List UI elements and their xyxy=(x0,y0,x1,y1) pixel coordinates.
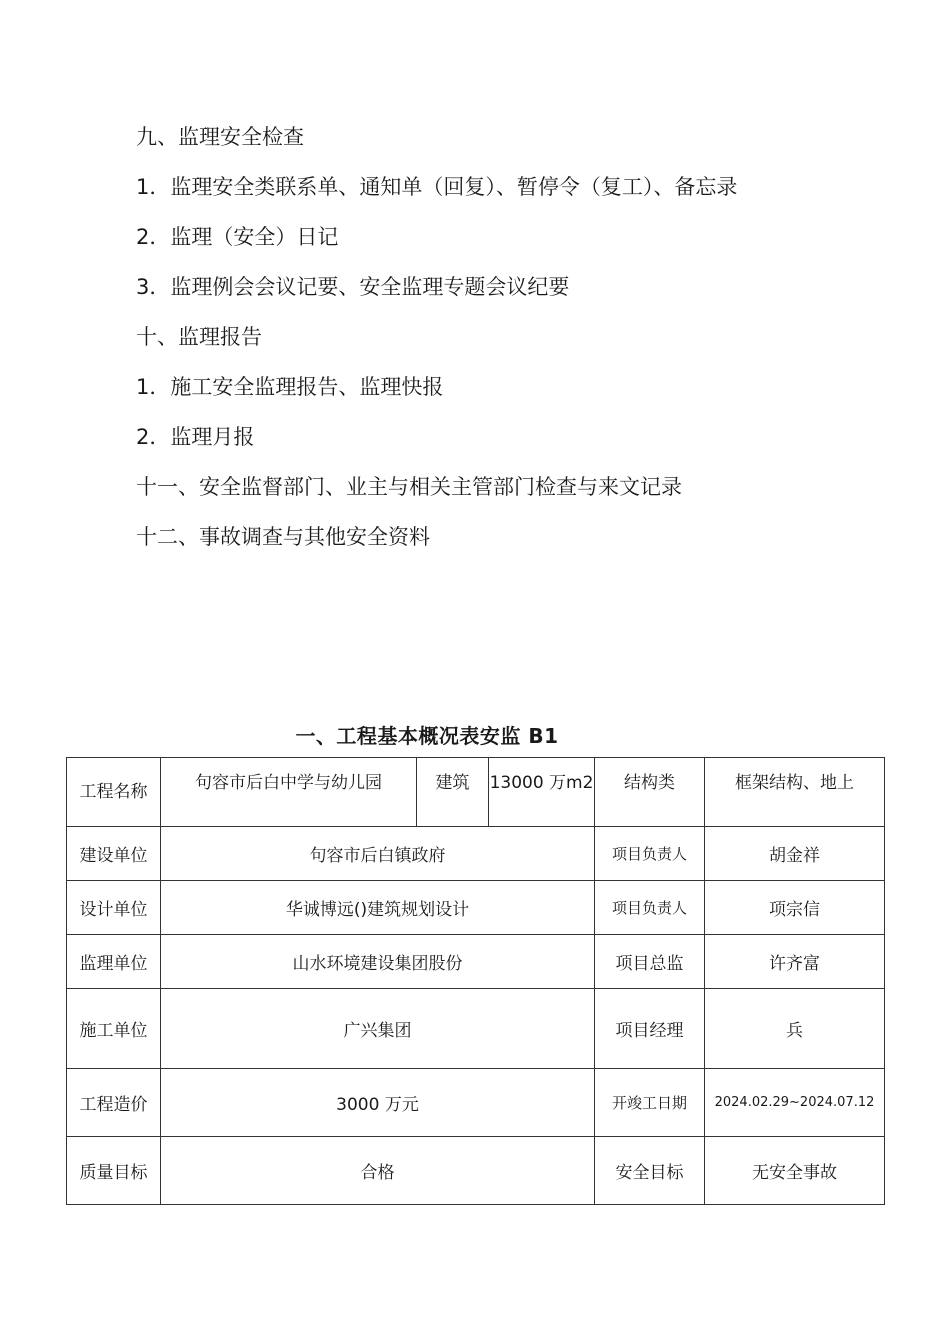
table-row xyxy=(67,1137,885,1205)
table-row xyxy=(67,1069,885,1137)
supervisor-role: 项目总监 xyxy=(595,935,705,989)
area-label-text: 建筑 xyxy=(435,773,470,793)
table-row xyxy=(67,881,885,935)
project-name-label: 工程名称 xyxy=(67,758,161,827)
owner-value: 句容市后白镇政府 xyxy=(161,827,595,881)
area-value-text: 13000 万m2 xyxy=(489,773,594,793)
safety-value: 无安全事故 xyxy=(705,1137,885,1205)
outline-item: 1．监理安全类联系单、通知单（回复）、暂停令（复工）、备忘录 xyxy=(136,175,738,199)
area-label xyxy=(417,758,489,827)
cost-label: 工程造价 xyxy=(67,1069,161,1137)
contractor-person: 兵 xyxy=(705,989,885,1069)
contractor-role: 项目经理 xyxy=(595,989,705,1069)
structure-value-text: 框架结构、地上 xyxy=(735,773,854,793)
table-row xyxy=(67,989,885,1069)
contractor-label: 施工单位 xyxy=(67,989,161,1069)
outline-item: 九、监理安全检查 xyxy=(136,125,304,149)
outline-item: 1．施工安全监理报告、监理快报 xyxy=(136,375,444,399)
table-title xyxy=(0,720,950,749)
designer-person: 项宗信 xyxy=(705,881,885,935)
quality-label: 质量目标 xyxy=(67,1137,161,1205)
project-name-value xyxy=(161,758,417,827)
designer-role: 项目负责人 xyxy=(595,881,705,935)
structure-label-text: 结构类 xyxy=(624,773,675,793)
designer-value: 华诚博远()建筑规划设计 xyxy=(161,881,595,935)
schedule-label: 开竣工日期 xyxy=(595,1069,705,1137)
supervisor-person: 许齐富 xyxy=(705,935,885,989)
outline-item: 2．监理月报 xyxy=(136,425,255,449)
table-row xyxy=(67,935,885,989)
supervisor-label: 监理单位 xyxy=(67,935,161,989)
outline-item: 2．监理（安全）日记 xyxy=(136,225,339,249)
quality-value: 合格 xyxy=(161,1137,595,1205)
owner-person: 胡金祥 xyxy=(705,827,885,881)
outline-item: 十、监理报告 xyxy=(136,325,262,349)
outline-item: 十一、安全监督部门、业主与相关主管部门检查与来文记录 xyxy=(136,475,682,499)
cost-value: 3000 万元 xyxy=(161,1069,595,1137)
contractor-value: 广兴集团 xyxy=(161,989,595,1069)
safety-label: 安全目标 xyxy=(595,1137,705,1205)
outline-item: 十二、事故调查与其他安全资料 xyxy=(136,525,430,549)
supervisor-value: 山水环境建设集团股份 xyxy=(161,935,595,989)
project-name-text: 句容市后白中学与幼儿园 xyxy=(195,773,382,793)
document-outline-list xyxy=(136,112,737,562)
designer-label: 设计单位 xyxy=(67,881,161,935)
area-value xyxy=(489,758,595,827)
outline-item: 3．监理例会会议记要、安全监理专题会议纪要 xyxy=(136,275,570,299)
table-row xyxy=(67,758,885,827)
owner-role: 项目负责人 xyxy=(595,827,705,881)
owner-label: 建设单位 xyxy=(67,827,161,881)
schedule-dates: 2024.02.29~2024.07.12 xyxy=(705,1069,885,1137)
table-row xyxy=(67,827,885,881)
project-overview-table xyxy=(66,757,885,1205)
structure-label xyxy=(595,758,705,827)
structure-value xyxy=(705,758,885,827)
table-title-text: 一、工程基本概况表安监 B1 xyxy=(295,724,559,748)
